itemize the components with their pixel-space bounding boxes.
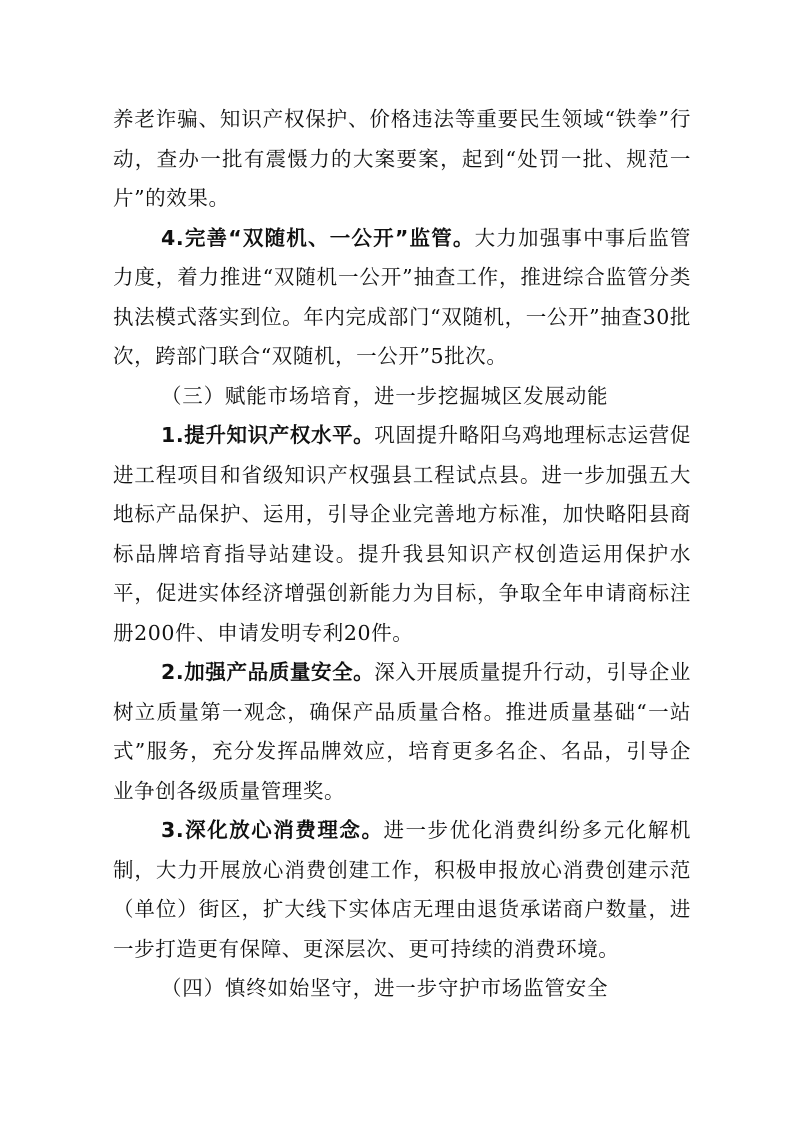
paragraph-continuation xyxy=(113,100,691,219)
paragraph-lead-heading: 4.完善“双随机、一公开”监管。 xyxy=(161,225,475,250)
paragraph-body: 养老诈骗、知识产权保护、价格违法等重要民生领域“铁拳”行动，查办一批有震慑力的大案要案，起到“处罚一批、规范一片”的效果。 xyxy=(113,107,691,210)
paragraph-lead-heading: 2.加强产品质量安全。 xyxy=(161,660,375,684)
paragraph-body: 进一步优化消费纠纷多元化解机制，大力开展放心消费创建工作，积极申报放心消费创建示范（单位）街区，扩大线下实体店无理由退货承诺商户数量，进一步打造更有保障、更深层次、更可持续的消费环境。 xyxy=(113,818,692,961)
paragraph-item-3 xyxy=(113,811,691,969)
paragraph-lead-heading: 3.深化放心消费理念。 xyxy=(161,818,384,842)
paragraph-item-2 xyxy=(113,653,691,811)
paragraph-lead-heading: 1.提升知识产权水平。 xyxy=(161,423,375,447)
paragraph-item-4 xyxy=(113,219,691,377)
paragraph-body: 巩固提升略阳乌鸡地理标志运营促进工程项目和省级知识产权强县工程试点县。进一步加强五大地标产品保护、运用，引导企业完善地方标准，加快略阳县商标品牌培育指导站建设。提升我县知识产权创造运用保护水平，促进实体经济增强创新能力为目标，争取全年申请商标注册200件、申请发明专利20件。 xyxy=(113,423,691,645)
document-body xyxy=(113,100,691,1009)
section-heading-4 xyxy=(113,969,691,1009)
section-heading-3 xyxy=(113,377,691,417)
paragraph-body: 大力加强事中事后监管力度，着力推进“双随机一公开”抽查工作，推进综合监管分类执法模式落实到位。年内完成部门“双随机，一公开”抽查30批次，跨部门联合“双随机，一公开”5批次。 xyxy=(113,225,691,368)
section-heading-text: （四）慎终如始坚守，进一步守护市场监管安全 xyxy=(161,976,609,1000)
paragraph-item-1 xyxy=(113,416,691,653)
section-heading-text: （三）赋能市场培育，进一步挖掘城区发展动能 xyxy=(161,383,609,408)
paragraph-body: 深入开展质量提升行动，引导企业树立质量第一观念，确保产品质量合格。推进质量基础“一站式”服务，充分发挥品牌效应，培育更多名企、名品，引导企业争创各级质量管理奖。 xyxy=(113,660,691,803)
